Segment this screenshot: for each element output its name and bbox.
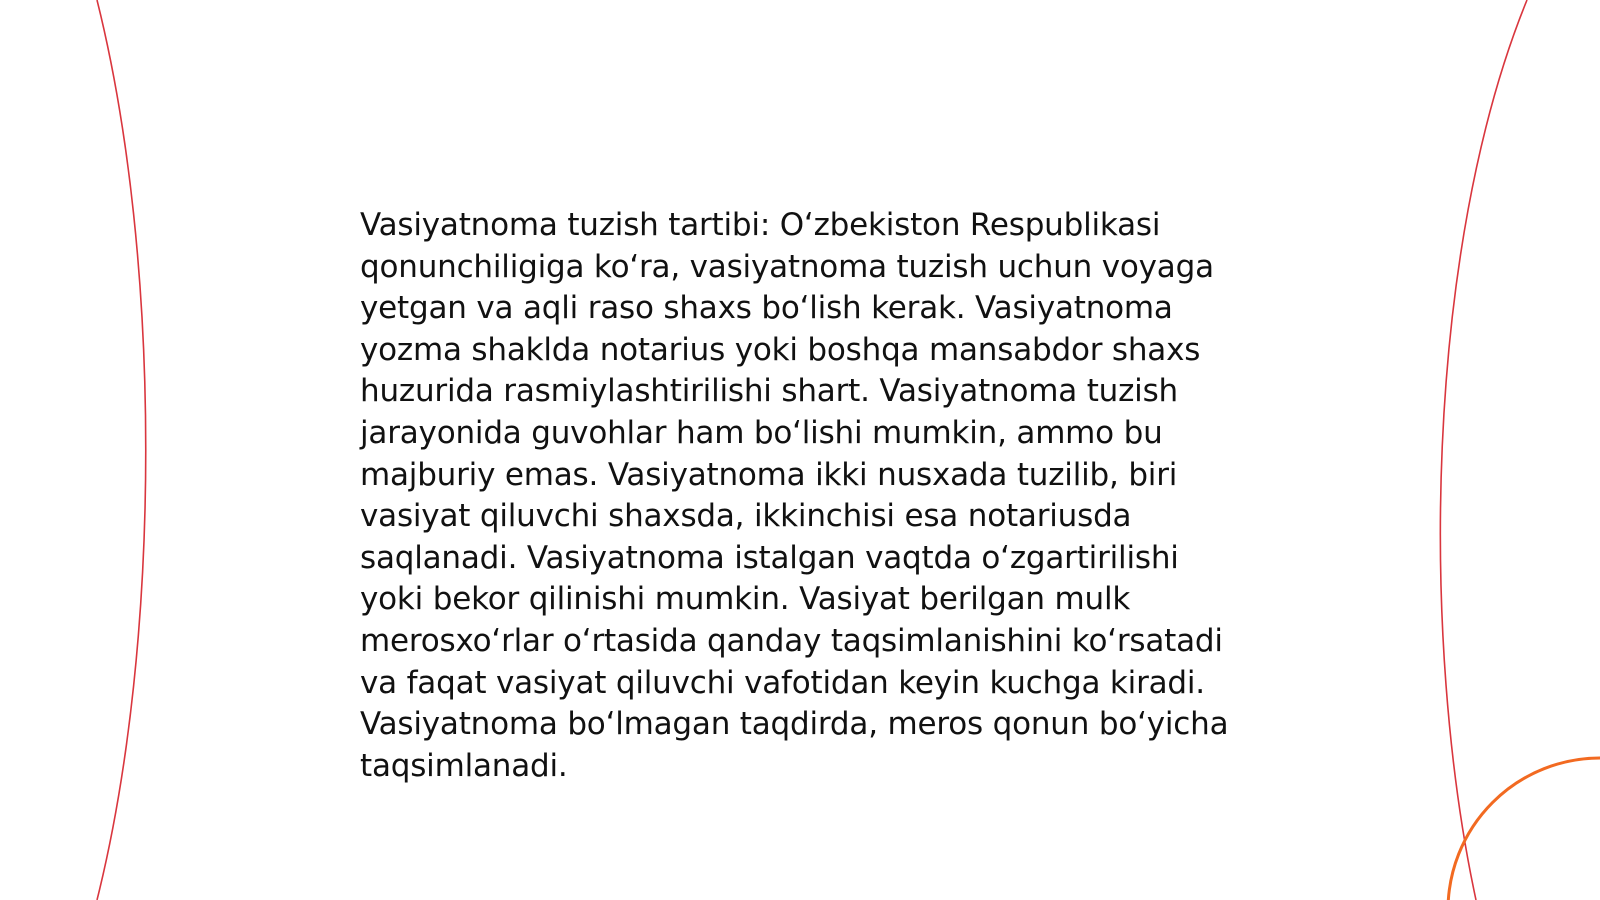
slide-body-text: Vasiyatnoma tuzish tartibi: O‘zbekiston Respublikasi qonunchiligiga ko‘ra, vasiyatnoma tuzish uchun voyaga yetgan va aqli raso shaxs bo‘lish kerak. Vasiyatnoma yozma shaklda notarius yoki boshqa mansabdor shaxs huzurida rasmiylashtirilishi shart. Vasiyatnoma tuzish jarayonida guvohlar ham bo‘lishi mumkin, ammo bu majburiy emas. Vasiyatnoma ikki nusxada tuzilib, biri vasiyat qiluvchi shaxsda, ikkinchisi esa notariusda saqlanadi. Vasiyatnoma istalgan vaqtda o‘zgartirilishi yoki bekor qilinishi mumkin. Vasiyat berilgan mulk merosxo‘rlar o‘rtasida qanday taqsimlanishini ko‘rsatadi va faqat vasiyat qiluvchi vafotidan keyin kuchga kiradi. Vasiyatnoma bo‘lmagan taqdirda, meros qonun bo‘yicha taqsimlanadi. — [360, 207, 1229, 784]
left-arc-line — [97, 0, 146, 900]
right-arc-line — [1440, 0, 1527, 900]
